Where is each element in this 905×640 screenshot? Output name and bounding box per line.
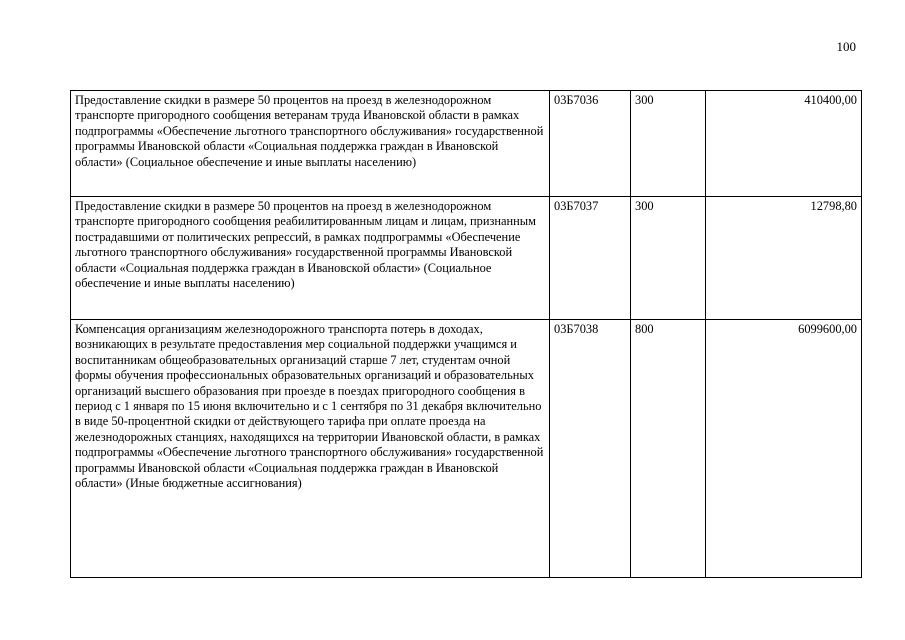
page-number: 100 [836, 39, 856, 54]
row-target-code: 03Б7038 [550, 320, 631, 578]
table-row [71, 91, 862, 197]
row-description: Предоставление скидки в размере 50 процентов на проезд в железнодорожном транспорте пригородного сообщения реабилитированным лицам и лицам, признанным пострадавшими от политических репрессий, в рамках подпрограммы «Обеспечение льготного транспортного обслуживания» государственной программы Ивановской области «Социальная поддержка граждан в Ивановской области» (Социальное обеспечение и иные выплаты населению) [71, 197, 550, 320]
table-row [71, 320, 862, 578]
row-expense-type: 800 [631, 320, 706, 578]
row-target-code: 03Б7037 [550, 197, 631, 320]
row-amount: 12798,80 [706, 197, 862, 320]
row-target-code: 03Б7036 [550, 91, 631, 197]
row-description: Компенсация организациям железнодорожного транспорта потерь в доходах, возникающих в результате предоставления мер социальной поддержки учащимся и воспитанникам общеобразовательных организаций старше 7 лет, студентам очной формы обучения профессиональных образовательных организаций и образовательных организаций высшего образования при проезде в поездах пригородного сообщения в период с 1 января по 15 июня включительно и с 1 сентября по 31 декабря включительно в виде 50-процентной скидки от действующего тарифа при оплате проезда на железнодорожных станциях, находящихся на территории Ивановской области, в рамках подпрограммы «Обеспечение льготного транспортного обслуживания» государственной программы Ивановской области «Социальная поддержка граждан в Ивановской области» (Иные бюджетные ассигнования) [71, 320, 550, 578]
row-description: Предоставление скидки в размере 50 процентов на проезд в железнодорожном транспорте пригородного сообщения ветеранам труда Ивановской области в рамках подпрограммы «Обеспечение льготного транспортного обслуживания» государственной программы Ивановской области «Социальная поддержка граждан в Ивановской области» (Социальное обеспечение и иные выплаты населению) [71, 91, 550, 197]
row-expense-type: 300 [631, 91, 706, 197]
budget-table [70, 90, 862, 578]
row-amount: 6099600,00 [706, 320, 862, 578]
row-amount: 410400,00 [706, 91, 862, 197]
table-row [71, 197, 862, 320]
row-expense-type: 300 [631, 197, 706, 320]
